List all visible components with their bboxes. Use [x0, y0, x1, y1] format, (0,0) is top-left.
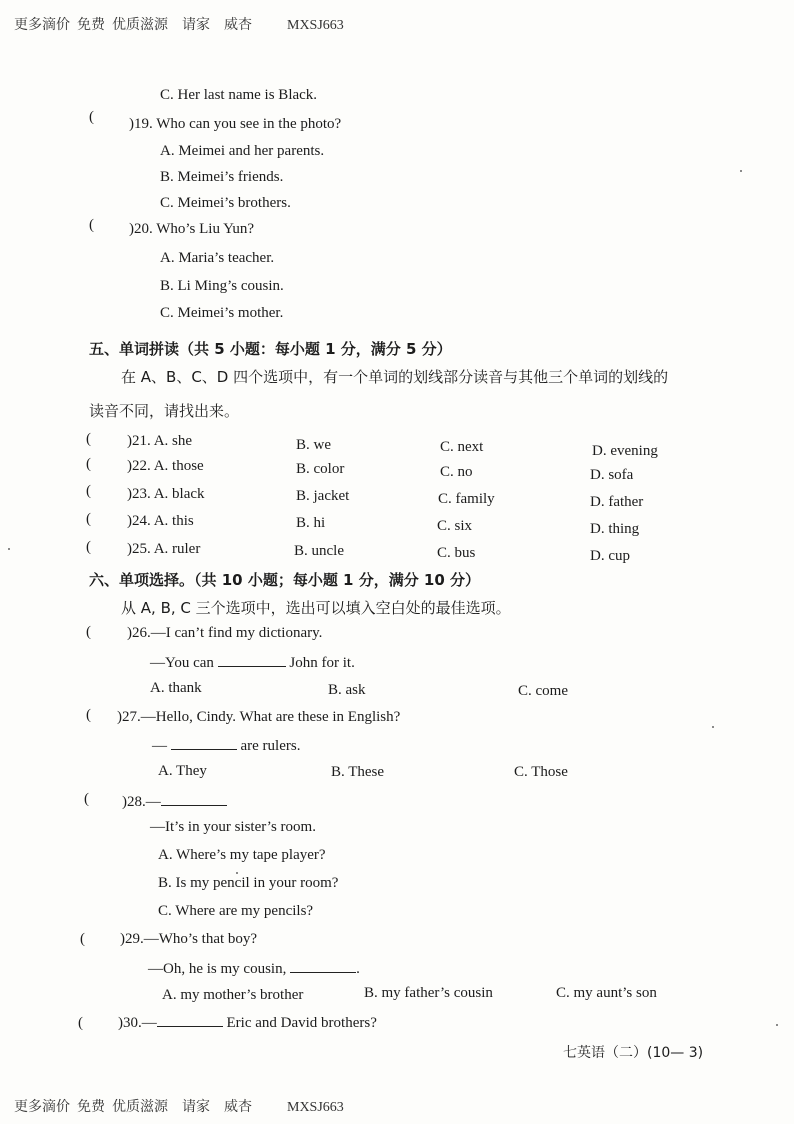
q28-number: )28.: [122, 794, 146, 810]
q26-number: )26.: [127, 625, 151, 641]
q29-option-a: A. my mother’s brother: [162, 987, 304, 1003]
q28-stem-pre: —: [145, 794, 161, 810]
q19-stem-line: [129, 115, 341, 133]
q21-number: )21.: [127, 433, 151, 449]
q30-paren: (: [78, 1015, 83, 1031]
q28-paren: (: [84, 791, 89, 807]
q24-paren: (: [86, 511, 91, 527]
q21-paren: (: [86, 431, 91, 447]
section6-instruction: 从 A, B, C 三个选项中，选出可以填入空白处的最佳选项。: [121, 599, 511, 617]
q25-option-c: C. bus: [437, 545, 476, 561]
q24-option-b: B. hi: [296, 515, 326, 531]
q27-reply-pre: —: [152, 738, 167, 754]
q23-paren: (: [86, 483, 91, 499]
q30-blank: [157, 1012, 223, 1027]
q29-reply-post: .: [356, 961, 360, 977]
q24-option-c: C. six: [437, 518, 473, 534]
section6-title: 六、单项选择。（共 10 小题；每小题 1 分，满分 10 分）: [89, 571, 481, 589]
q20-stem: Who’s Liu Yun?: [156, 221, 254, 237]
q27-reply: [152, 735, 300, 755]
q25-number: )25.: [127, 541, 151, 557]
q25-option-b: B. uncle: [294, 543, 344, 559]
q19-option-b: B. Meimei’s friends.: [160, 169, 284, 185]
q27-option-b: B. These: [331, 764, 385, 780]
q23-a-text: A. black: [153, 486, 205, 502]
watermark-top: 更多滴价 免费 优质滋源 请家 威杏 MXSJ663: [14, 18, 344, 33]
section5-instruction-line2: 读音不同，请找出来。: [89, 402, 240, 420]
q19-number: )19.: [129, 116, 153, 132]
q29-stem: —Who’s that boy?: [143, 931, 258, 947]
q20-stem-line: [129, 220, 254, 238]
q25-option-d: D. cup: [590, 548, 630, 564]
q29-reply: [148, 958, 360, 978]
q27-blank: [171, 735, 237, 750]
q23-option-d: D. father: [590, 494, 644, 510]
q25-paren: (: [86, 539, 91, 555]
q26-blank: [218, 652, 286, 667]
q20-option-a: A. Maria’s teacher.: [160, 250, 275, 266]
q19-option-a: A. Meimei and her parents.: [160, 143, 325, 159]
q26-reply-pre: —You can: [150, 655, 214, 671]
q20-number: )20.: [129, 221, 153, 237]
q22-option-c: C. no: [440, 464, 473, 480]
q28-option-c: C. Where are my pencils?: [158, 903, 314, 919]
q29-blank: [290, 958, 356, 973]
q27-stem: —Hello, Cindy. What are these in English?: [140, 709, 401, 725]
q22-paren: (: [86, 456, 91, 472]
q24-number: )24.: [127, 513, 151, 529]
q29-paren: (: [80, 931, 85, 947]
q28-stem-line: [122, 791, 227, 811]
q21-option-a: [127, 432, 192, 450]
scan-speck: [236, 872, 238, 874]
q29-option-b: B. my father’s cousin: [364, 985, 493, 1001]
q22-option-a: [127, 457, 204, 475]
q21-option-b: B. we: [296, 437, 331, 453]
q28-option-b: B. Is my pencil in your room?: [158, 875, 339, 891]
q19-option-c: C. Meimei’s brothers.: [160, 195, 291, 211]
scan-speck: [712, 726, 714, 728]
q20-option-b: B. Li Ming’s cousin.: [160, 278, 284, 294]
q25-a-text: A. ruler: [153, 541, 201, 557]
page-footer: 七英语（二）(10— 3): [563, 1045, 704, 1061]
q26-reply-post: John for it.: [289, 655, 355, 671]
q18-option-c: C. Her last name is Black.: [160, 87, 318, 103]
q22-option-d: D. sofa: [590, 467, 634, 483]
q23-option-b: B. jacket: [296, 488, 350, 504]
q29-option-c: C. my aunt’s son: [556, 985, 657, 1001]
q27-number: )27.: [117, 709, 141, 725]
q30-stem-post: Eric and David brothers?: [226, 1015, 377, 1031]
q26-stem-line: [127, 624, 322, 642]
q26-reply: [150, 652, 355, 672]
q29-reply-pre: —Oh, he is my cousin,: [148, 961, 287, 977]
q29-stem-line: [120, 930, 257, 948]
q21-option-c: C. next: [440, 439, 484, 455]
q26-option-b: B. ask: [328, 682, 366, 698]
q29-number: )29.: [120, 931, 144, 947]
q27-option-c: C. Those: [514, 764, 568, 780]
scan-speck: [740, 170, 742, 172]
section5-instruction-line1: 在 A、B、C、D 四个选项中，有一个单词的划线部分读音与其他三个单词的划线的: [121, 368, 669, 386]
q27-option-a: A. They: [158, 763, 207, 779]
q26-stem: —I can’t find my dictionary.: [150, 625, 323, 641]
q26-option-c: C. come: [518, 683, 568, 699]
q23-option-c: C. family: [438, 491, 495, 507]
q27-paren: (: [86, 707, 91, 723]
q22-option-b: B. color: [296, 461, 345, 477]
watermark-bottom: 更多滴价 免费 优质滋源 请家 威杏 MXSJ663: [14, 1100, 344, 1115]
q26-option-a: A. thank: [150, 680, 202, 696]
q27-stem-line: [117, 708, 400, 726]
q21-option-d: D. evening: [592, 443, 658, 459]
q24-option-d: D. thing: [590, 521, 640, 537]
q24-option-a: [127, 512, 194, 530]
q20-option-c: C. Meimei’s mother.: [160, 305, 284, 321]
q24-a-text: A. this: [153, 513, 194, 529]
scan-speck: [8, 548, 10, 550]
scan-speck: [776, 1024, 778, 1026]
q21-a-text: A. she: [153, 433, 193, 449]
q19-paren: (: [89, 109, 94, 125]
q26-paren: (: [86, 624, 91, 640]
section5-title: 五、单词拼读（共 5 小题：每小题 1 分，满分 5 分）: [89, 340, 452, 358]
q20-paren: (: [89, 217, 94, 233]
q28-blank: [161, 791, 227, 806]
q25-option-a: [127, 540, 200, 558]
q23-option-a: [127, 485, 205, 503]
q23-number: )23.: [127, 486, 151, 502]
q27-reply-post: are rulers.: [240, 738, 301, 754]
q30-stem-pre: —: [141, 1015, 157, 1031]
q28-option-a: A. Where’s my tape player?: [158, 847, 326, 863]
q19-stem: Who can you see in the photo?: [156, 116, 342, 132]
q28-reply: —It’s in your sister’s room.: [150, 819, 316, 835]
q30-number: )30.: [118, 1015, 142, 1031]
q22-number: )22.: [127, 458, 151, 474]
q22-a-text: A. those: [153, 458, 204, 474]
q30-stem-line: [118, 1012, 377, 1032]
